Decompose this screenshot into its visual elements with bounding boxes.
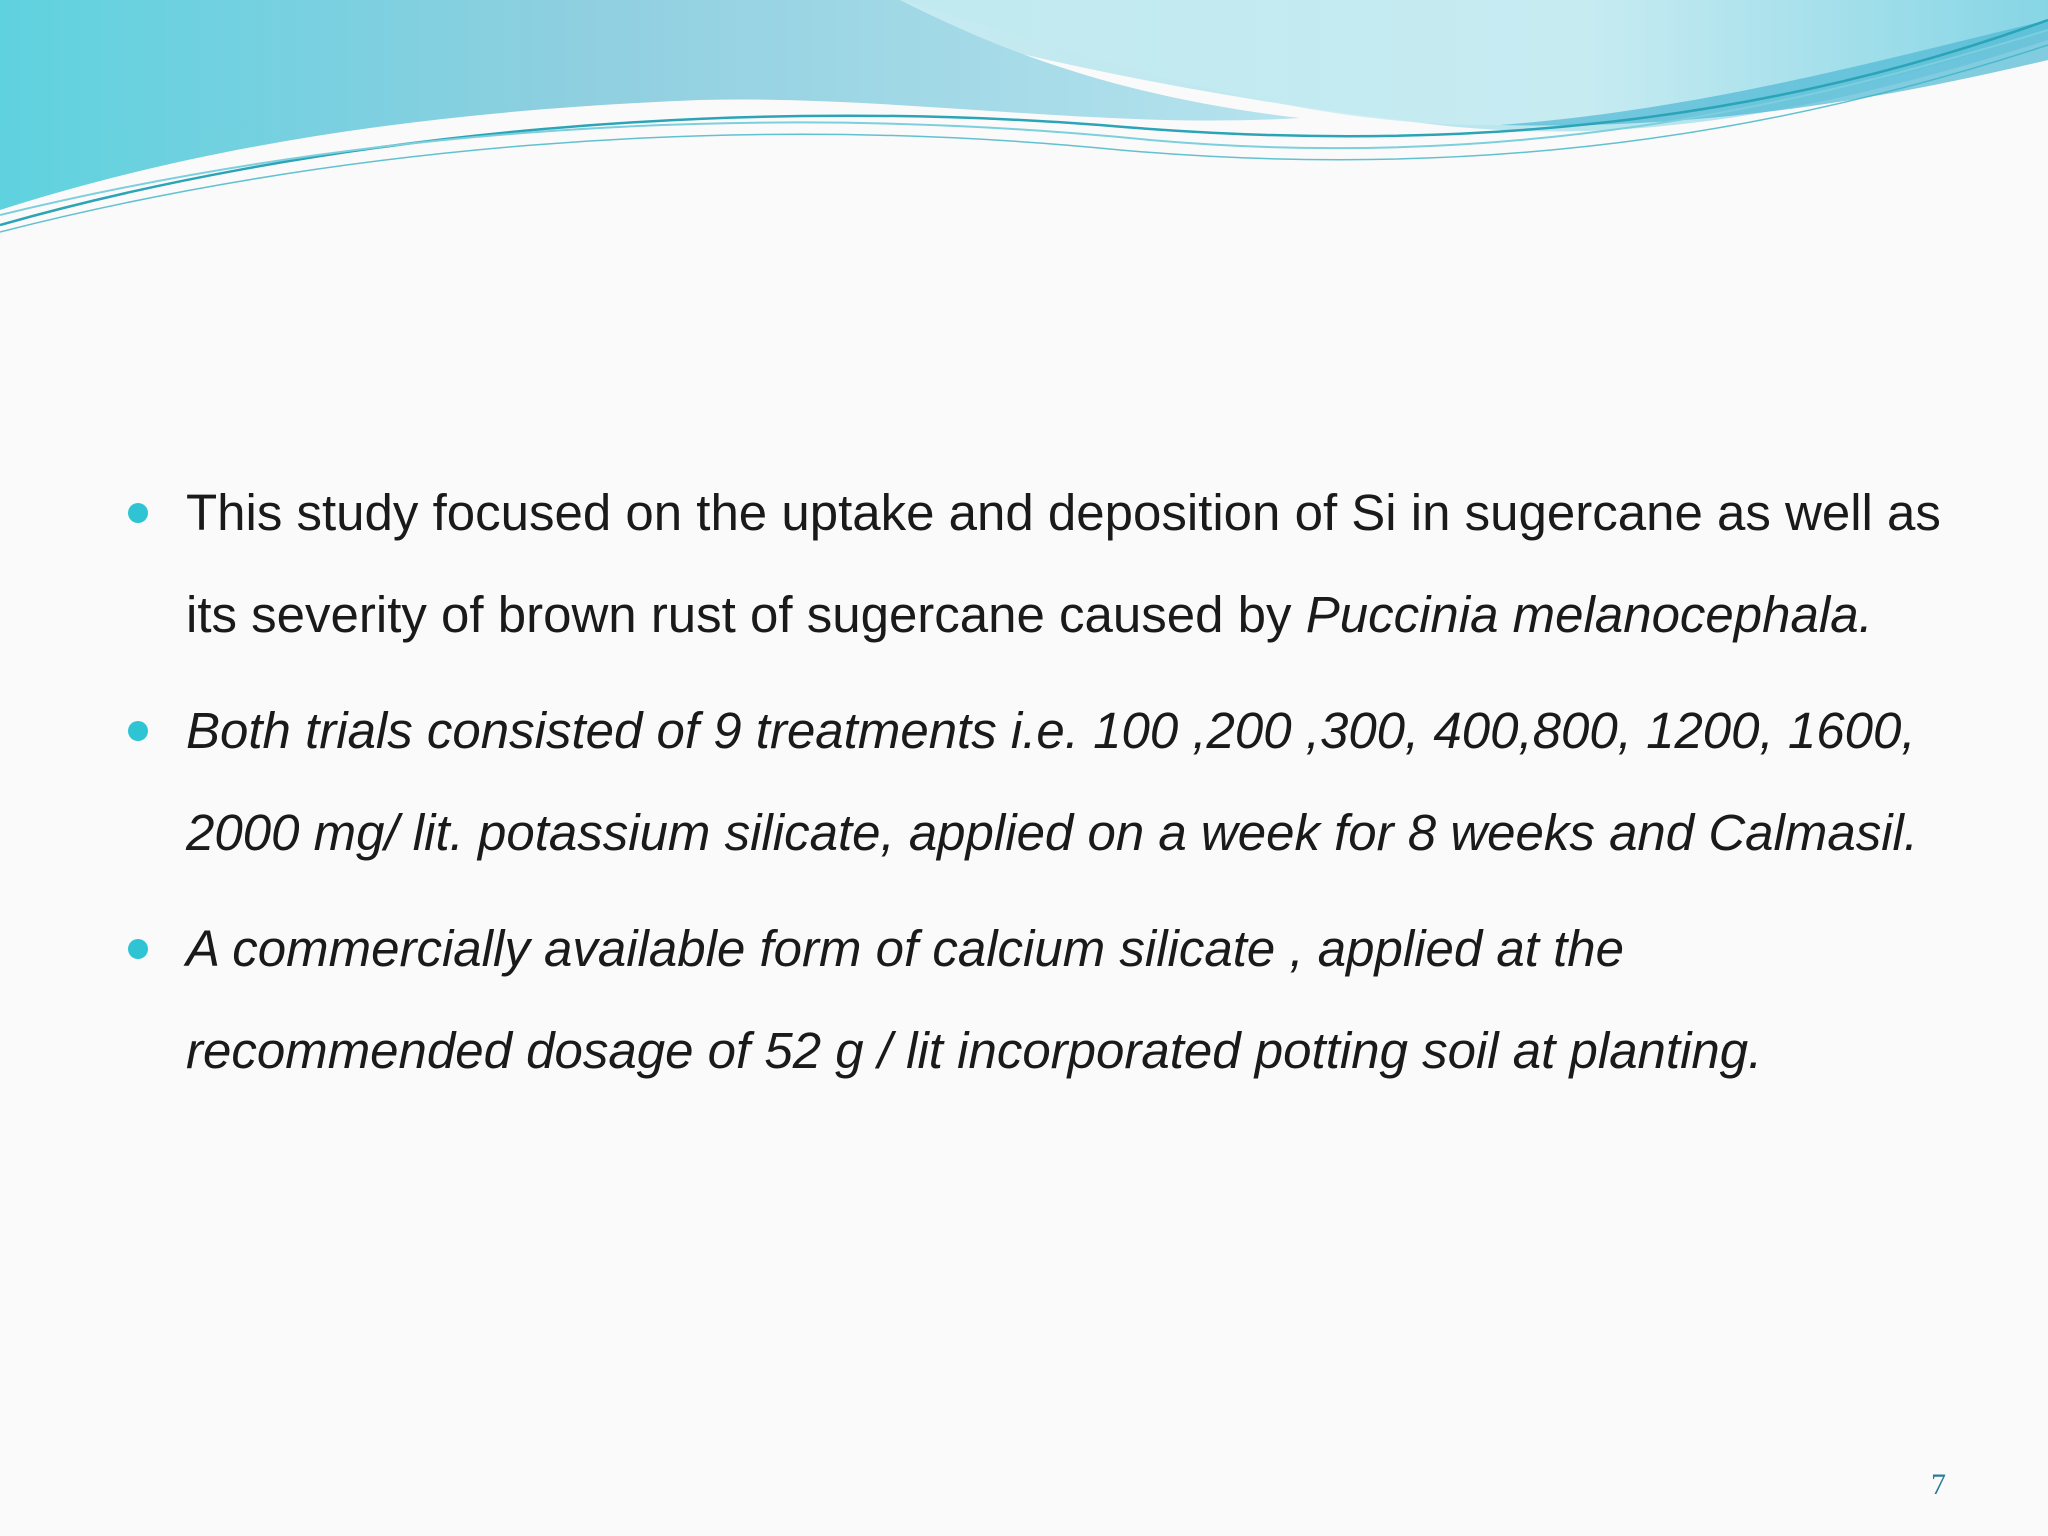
bullet-list [128, 462, 1958, 1116]
bullet-dot-icon [128, 503, 148, 523]
bullet-text-italic: Puccinia melanocephala. [1305, 586, 1873, 643]
bullet-dot-icon [128, 939, 148, 959]
bullet-item [128, 462, 1958, 666]
bullet-item [128, 680, 1958, 884]
bullet-item [128, 898, 1958, 1102]
bullet-text: This study focused on the uptake and deposition of Si in sugercane as well as its severity of brown rust of sugercane caused by [186, 484, 1941, 643]
bullet-text-italic: A commercially available form of calcium silicate , applied at the recommended dosage of 52 g / lit incorporated potting soil at planting. [186, 920, 1763, 1079]
bullet-dot-icon [128, 721, 148, 741]
bullet-text-italic: Both trials consisted of 9 treatments i.e. 100 ,200 ,300, 400,800, 1200, 1600, 2000 mg/ lit. potassium silicate, applied on a week for 8 weeks and Calmasil. [186, 702, 1919, 861]
page-number: 7 [1931, 1468, 1946, 1501]
header-wave-decoration [0, 0, 2048, 240]
